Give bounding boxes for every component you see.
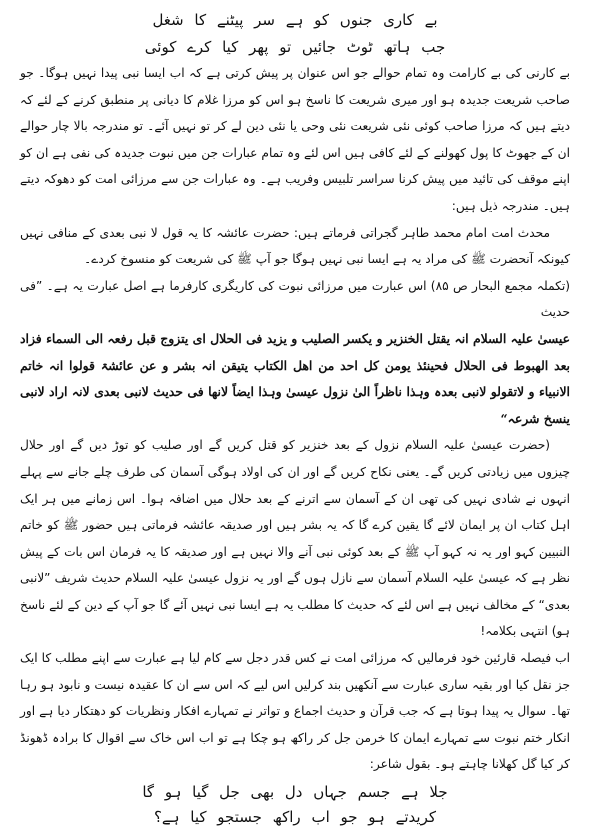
opening-couplet-line-2: جب ہاتھ ٹوٹ جائیں تو پھر کیا کرے کوئی xyxy=(144,38,446,56)
quote-intro-paragraph: محدث امت امام محمد طاہر گجراتی فرماتے ہیں: حضرت عائشہ کا یہ قول لا نبی بعدی کے منافی نہیں کیونکہ آنحضرت ﷺ کی مراد یہ ہے ایسا نبی نہیں ہوگا جو آپ ﷺ کی شریعت کو منسوخ کردے۔ xyxy=(20,225,570,267)
intro-paragraph: بے کارنی کی بے کارامت وہ تمام حوالے جو اس عنوان پر پیش کرتی ہے کہ اب ایسا نبی پیدا نہیں ہوگا۔ جو صاحب شریعت جدیدہ ہو اور میری شریعت کا ناسخ ہو اس کو مرزا غلام کا دیانی پر منطبق کرنے کے لئے کہ دیتے ہیں کہ مرزا صاحب کوئی نئی شریعت نئی وحی یا نئی دین لے کر تو نہیں آئے۔ تو مندرجہ بالا چار حوالے ان کے جھوٹ کا پول کھولنے کے لئے کافی ہیں اس لئے وہ تمام عبارات جن میں نبوت جدیدہ کی نفی ہے ان کو اپنے موقف کی تائید میں پیش کرنا سراسر تلبیس وفریب ہے۔ وہ عبارات جن سے مرزائی امت کو دھوکہ دیتے ہیں۔ مندرجہ ذیل ہیں: xyxy=(20,66,570,213)
opening-couplet-line-1: بے کاری جنوں کو ہے سر پیٹنے کا شغل xyxy=(152,11,438,29)
arabic-text-block: عیسیٰ علیہ السلام انہ یقتل الخنزیر و یکسر الصلیب و یزید فی الحلال ای یتزوج قبل رفعہ الی السماء فزاد بعد الھبوط فی الحلال فحینئذ یومن کل احد من اھل الکتاب یتیقن انہ بشر و عن عائشۃ قولوا انہ خاتم الانبیاء و لاتقولو لانبی بعدہ وہذا ناظراً الیٰ نزول عیسیٰ وہذا ایضاً لانھا فی حدیث لانبی بعدی لانہ اراد لانبی ینسخ شرعہ“ xyxy=(20,330,570,426)
reference-line: (تکملہ مجمع البحار ص ۸۵) اس عبارت میں مرزائی نبوت کی کاریگری کارفرما ہے اصل عبارت یہ ہے۔ ”فی حدیث xyxy=(20,278,570,320)
analysis-paragraph: اب فیصلہ قارئین خود فرمالیں کہ مرزائی امت نے کس قدر دجل سے کام لیا ہے عبارت سے اپنے مطلب کا ایک جز نقل کیا اور بقیہ ساری عبارت سے آنکھیں بند کرلیں اس لیے کہ اس سے ان کا عقیدہ نیست و نابود ہو رہا تھا۔ سوال یہ پیدا ہوتا ہے کہ جب قرآن و حدیث اجماع و تواتر نے تمہارے افکار ونظریات کو دھتکار دیا ہے اور انکار ختم نبوت سے تمہارے ایمان کا خرمن جل کر راکھ ہو چکا ہے تو اب اس خاک سے اقوال کا برادہ ڈھونڈ کر کیا گل کھلانا چاہتے ہو۔ بقول شاعر: xyxy=(20,651,570,772)
closing-couplet-line-1: جلا ہے جسم جہاں دل بھی جل گیا ہو گا xyxy=(142,783,448,802)
translation-paragraph: (حضرت عیسیٰ علیہ السلام نزول کے بعد خنزیر کو قتل کریں گے اور صلیب کو توڑ دیں گے اور حلال چیزوں میں زیادتی کریں گے۔ یعنی نکاح کریں گے اور ان کی اولاد ہوگی آسمان کی طرف چلے جانے سے پہلے انہوں نے شادی نہیں کی تھی ان کے آسمان سے اترنے کے بعد حلال میں اضافہ ہوا۔ اس زمانے میں ہر ایک اہل کتاب ان پر ایمان لائے گا یقین کرے گا کہ یہ بشر ہیں اور صدیقہ عائشہ فرماتی ہیں حضور ﷺ کو خاتم النبیین کہو اور یہ نہ کہو آپ ﷺ کے بعد کوئی نبی آنے والا نہیں ہے اور صدیقہ کا یہ فرمان اس بات کے پیش نظر ہے کہ عیسیٰ علیہ السلام آسمان سے نازل ہوں گے اور یہ نزول عیسیٰ علیہ السلام حدیث شریف ”لانبی بعدی“ کے مخالف نہیں ہے اس لئے کہ حدیث کا مطلب یہ ہے ایسا نبی نہیں آئے گا جو آپ کے دین کے لئے ناسخ ہو) انتہی بکلامہ! xyxy=(20,438,570,639)
closing-couplet-line-2: کریدتے ہو جو اب راکھ جستجو کیا ہے؟ xyxy=(153,808,437,827)
